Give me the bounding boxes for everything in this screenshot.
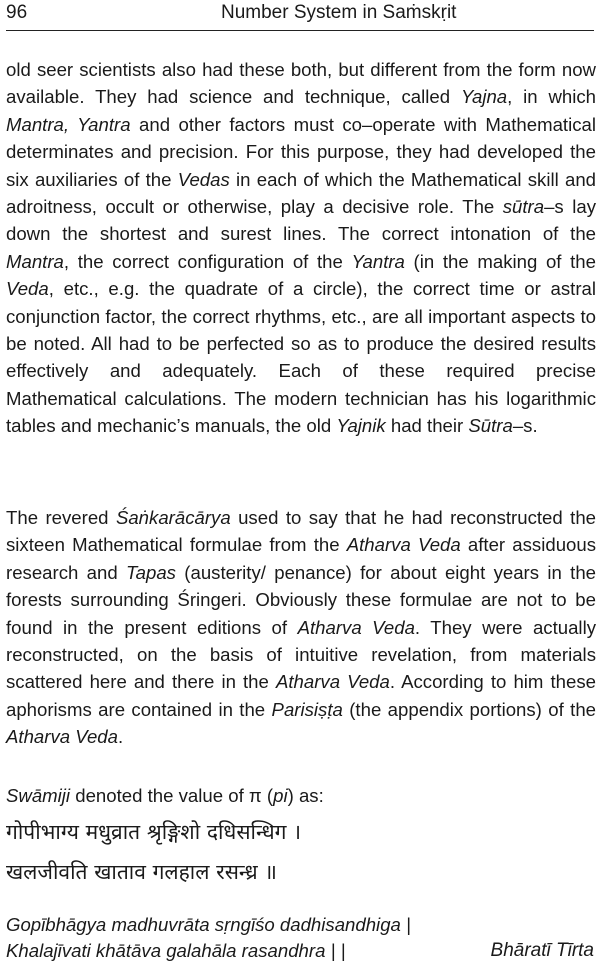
italic-term: Veda (6, 278, 49, 300)
page-number: 96 (6, 2, 28, 23)
page-header (6, 0, 594, 31)
paragraph-text: The revered Śaṅkarācārya used to say that he had reconstructed the sixteen Mathematical formulae from the Atharva Veda after assiduous research and Tapas (austerity/ penance) for about eight years in the forests surrounding Śringeri. Obviously these formulae are not to be found in the present editions of Atharva Veda. They were actually reconstructed, on the basis of intuitive revelation, from materials scattered here and there in the Atharva Veda. According to him these aphorisms are contained in the Parisiṣṭa (the appendix portions) of the Atharva Veda. (6, 507, 597, 748)
italic-term: Swāmiji (6, 785, 71, 806)
italic-term: Yantra (351, 250, 405, 272)
italic-term: Mantra (6, 250, 64, 272)
pi-intro-text: Swāmiji denoted the value of π (pi) as: (6, 785, 324, 806)
italic-term: Tapas (126, 561, 176, 583)
italic-term: Yajna (460, 86, 508, 108)
verse-attribution: Bhāratī Tīrta (490, 940, 594, 961)
italic-term: sūtra (502, 196, 545, 218)
italic-term: Atharva Veda (346, 534, 461, 556)
paragraph-1 (6, 56, 596, 440)
paragraph-text: old seer scientists also had these both, but different from the form now available. They had science and technique, called Yajna, in which Mantra, Yantra and other factors must co–operate with Mathematical determinates and precision. For this purpose, they had developed the six auxiliaries of the Vedas in each of which the Mathematical skill and adroitness, occult or otherwise, play a decisive role. The sūtra–s lay down the shortest and surest lines. The correct intonation of the Mantra, the correct configuration of the Yantra (in the making of the Veda, etc., e.g. the quadrate of a circle), the correct time or astral conjunction factor, the correct rhythms, etc., are all important aspects to be noted. All had to be perfected so as to produce the desired results effectively and adequately. Each of these required precise Mathematical calculations. The modern technician has his logarithmic tables and mechanic’s manuals, the old Yajnik had their Sūtra–s. (6, 59, 597, 437)
pi-intro (6, 782, 596, 809)
italic-term: Vedas (177, 168, 230, 190)
italic-term: Mantra, Yantra (6, 113, 131, 135)
sanskrit-verse-line-1: गोपीभाग्य मधुव्रात श्रृङ्गिशो दधिसन्धिग । (6, 820, 302, 844)
italic-term: Śaṅkarācārya (115, 507, 231, 528)
running-title: Number System in Saṁskṛit (221, 2, 457, 23)
italic-term: Yajnik (336, 415, 386, 437)
italic-term: Parisiṣṭa (271, 698, 343, 720)
italic-term: Atharva Veda (297, 616, 415, 638)
italic-term: Sūtra (468, 415, 513, 437)
paragraph-2 (6, 504, 596, 751)
italic-term: Atharva Veda (6, 726, 118, 748)
italic-term: pi (273, 785, 288, 806)
italic-term: Atharva Veda (275, 671, 390, 693)
transliteration-line-2: Khalajīvati khātāva galahāla rasandhra | | (6, 940, 346, 961)
transliteration-line-1: Gopībhāgya madhuvrāta sṛngīśo dadhisandhiga | (6, 914, 411, 935)
sanskrit-verse-line-2: खलजीवति खाताव गलहाल रसन्ध्र ॥ (6, 860, 277, 884)
